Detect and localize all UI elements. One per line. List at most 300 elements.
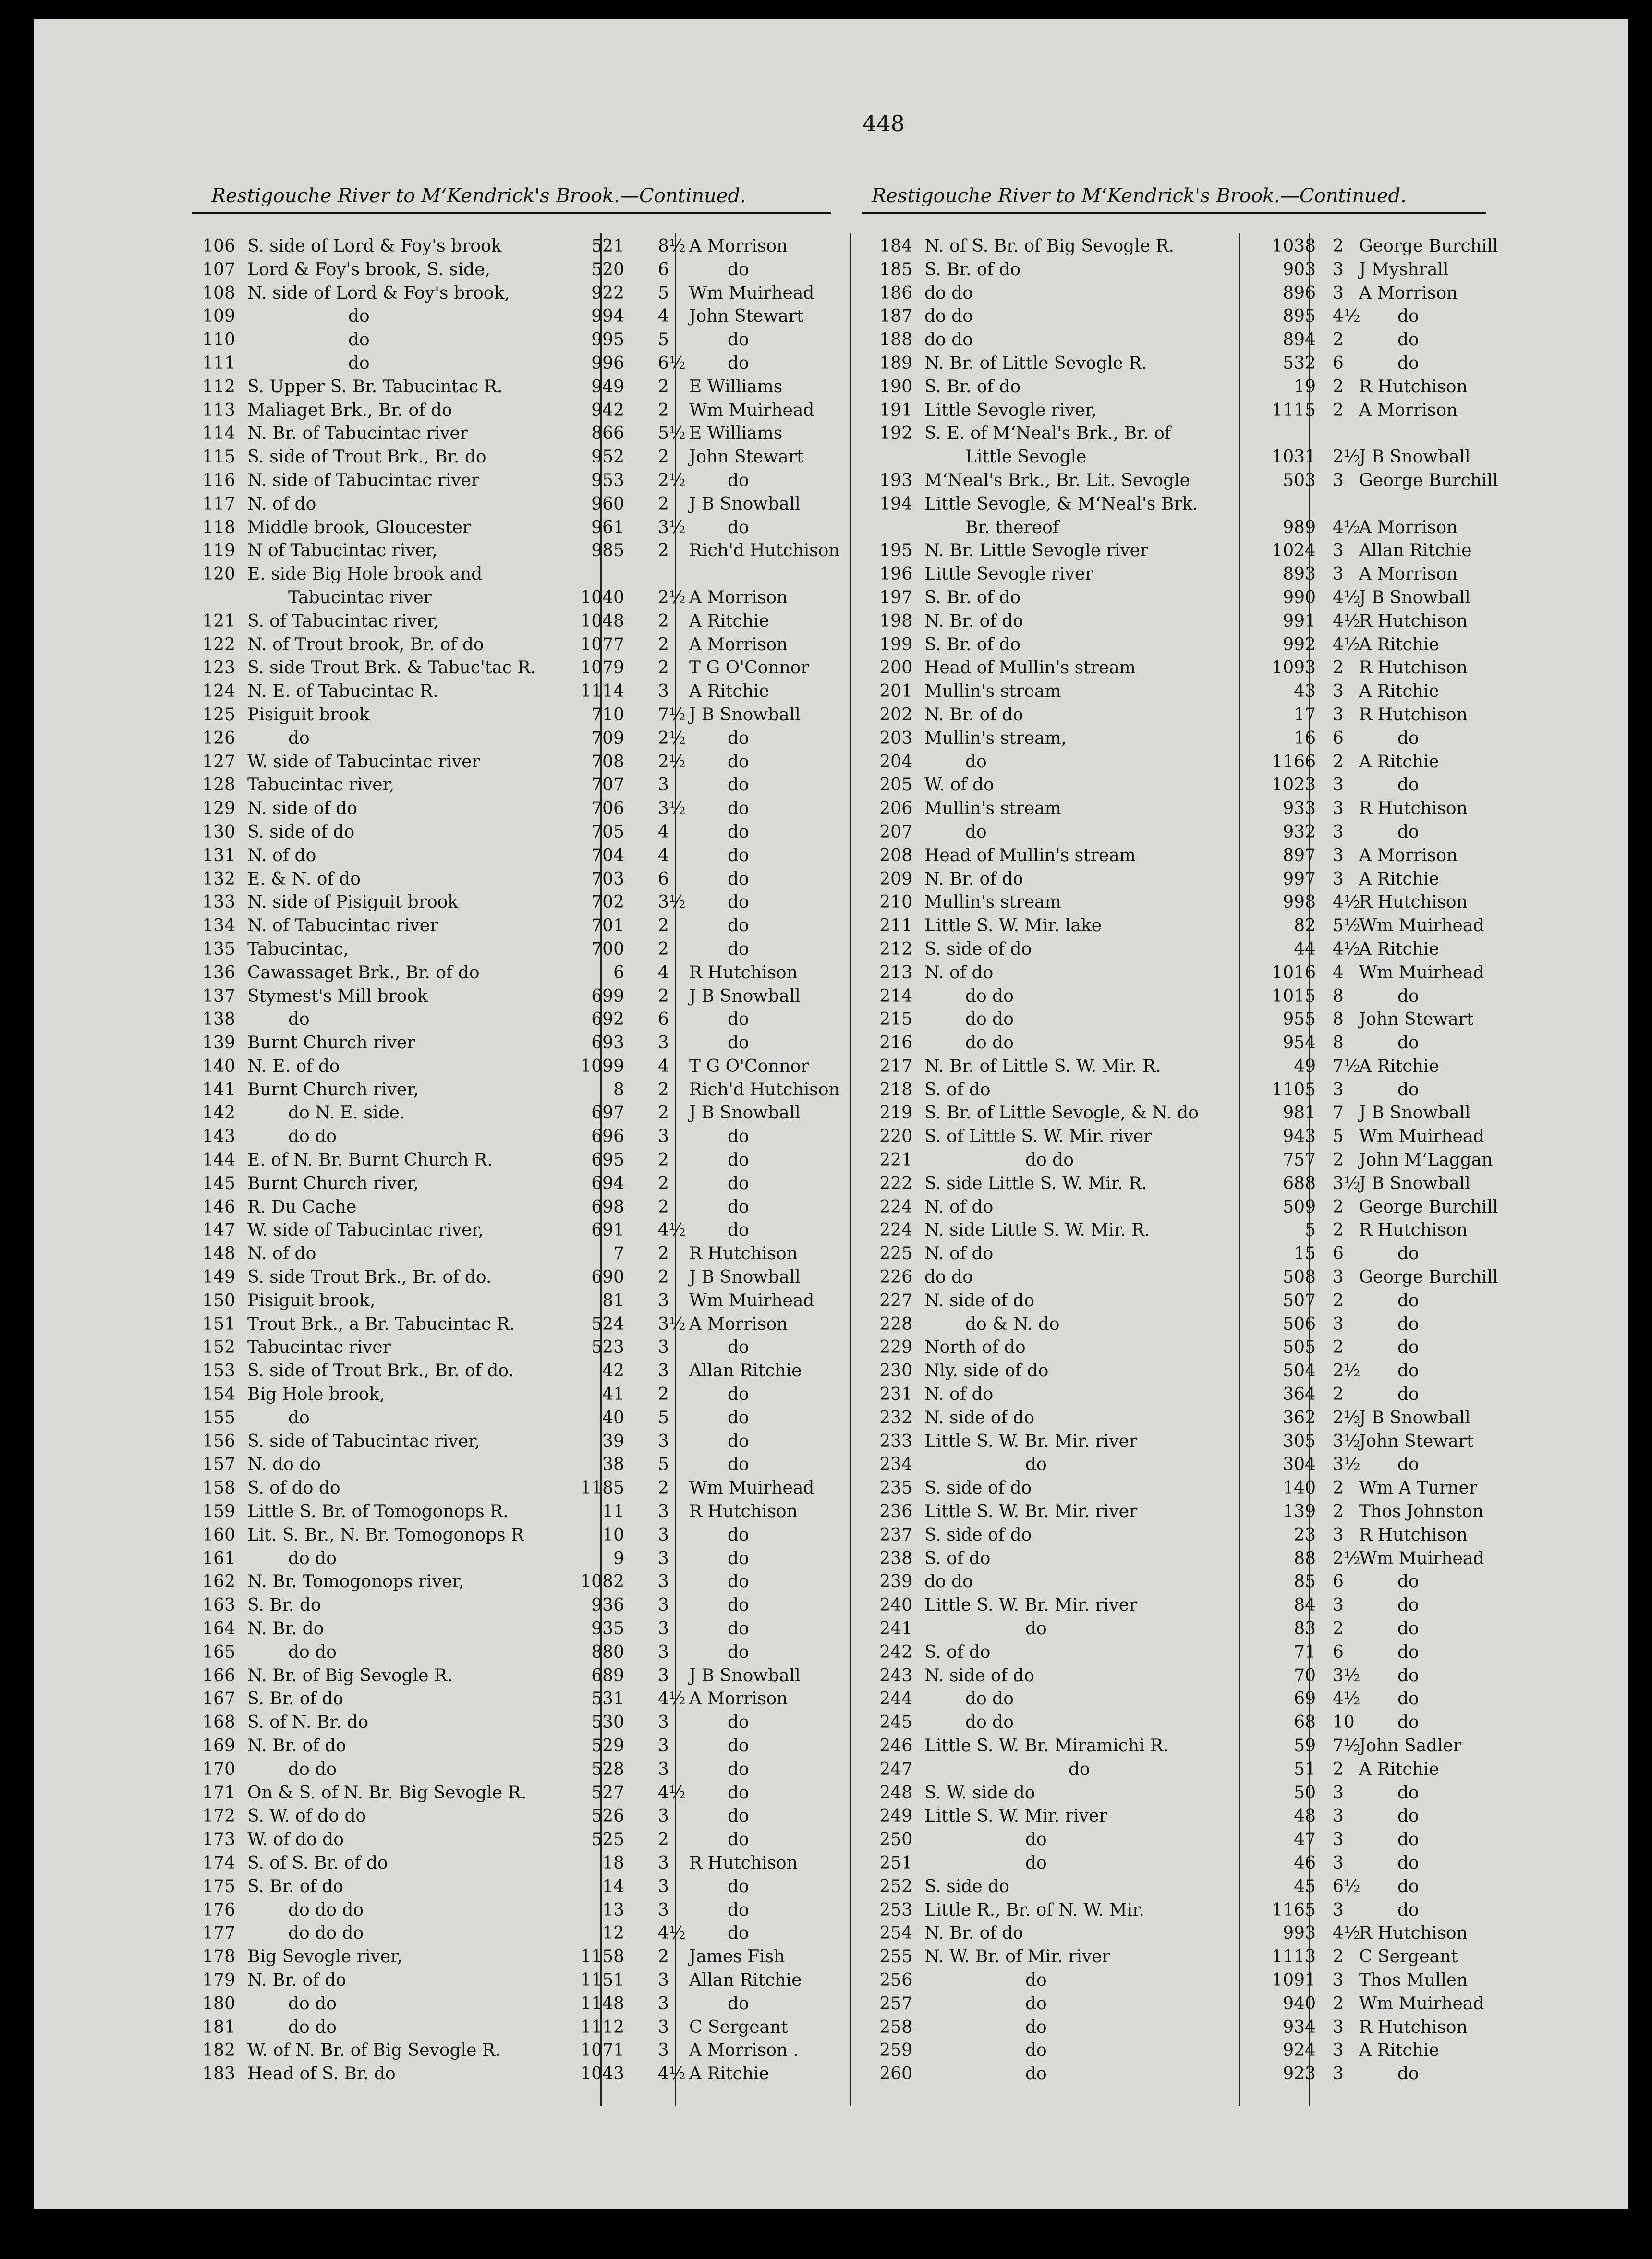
- acres: 1091: [1272, 1970, 1316, 1990]
- grantee-name: do: [728, 1220, 749, 1240]
- grantee-name: do: [1397, 1361, 1419, 1381]
- acres: 18: [602, 1853, 624, 1873]
- table-row: [182, 1734, 860, 1758]
- location: Mullin's stream,: [924, 728, 1067, 748]
- fraction: 3: [658, 1290, 669, 1311]
- location: N. do do: [247, 1455, 321, 1475]
- location: do: [348, 353, 370, 373]
- lot-number: 111: [202, 353, 235, 373]
- grantee-name: R Hutchison: [1359, 892, 1468, 912]
- location: S. side Trout Brk. & Tabuc'tac R.: [247, 658, 536, 678]
- location: N. Br. Little Sevogle river: [924, 541, 1149, 561]
- table-row: [182, 914, 860, 937]
- grantee-name: John Stewart: [1359, 1431, 1474, 1451]
- acres: 1077: [580, 634, 624, 655]
- fraction: 7½: [1333, 1056, 1360, 1076]
- table-row: [860, 1101, 1494, 1125]
- location: Burnt Church river: [247, 1033, 415, 1053]
- lot-number: 185: [879, 259, 912, 279]
- table-row: [860, 820, 1494, 844]
- lot-number: 164: [202, 1619, 235, 1639]
- location: North of do: [924, 1337, 1026, 1358]
- fraction: 3½: [658, 892, 686, 912]
- acres: 1079: [580, 658, 624, 678]
- acres: 1048: [580, 611, 624, 631]
- table-row: [182, 1031, 860, 1055]
- table-row: [182, 1218, 860, 1242]
- acres: 1023: [1272, 775, 1316, 795]
- acres: 688: [1283, 1173, 1316, 1193]
- table-row: [860, 656, 1494, 680]
- acres: 59: [1294, 1736, 1316, 1756]
- lot-number: 146: [202, 1197, 235, 1217]
- lot-number: 127: [202, 752, 235, 772]
- table-row: [182, 2062, 860, 2086]
- lot-number: 108: [202, 283, 235, 303]
- lot-number: 117: [202, 494, 235, 514]
- lot-number: 182: [202, 2040, 235, 2061]
- acres: 15: [1294, 1244, 1316, 1264]
- location: N. Br. of do: [924, 611, 1023, 631]
- table-row: [860, 1453, 1494, 1476]
- fraction: 4: [658, 1056, 669, 1076]
- table-row: [182, 1851, 860, 1875]
- grantee-name: A Ritchie: [1359, 1759, 1439, 1779]
- acres: 924: [1283, 2040, 1316, 2061]
- lot-number: 159: [202, 1502, 235, 1522]
- table-row: [182, 2039, 860, 2062]
- lot-number: 125: [202, 704, 235, 725]
- location: N. Br. of do: [924, 704, 1023, 725]
- fraction: 6: [1333, 1244, 1344, 1264]
- location: N. Br. of do: [924, 1923, 1023, 1943]
- table-row: [860, 1804, 1494, 1828]
- table-row: [860, 1945, 1494, 1968]
- table-row: [182, 1547, 860, 1570]
- lot-number: 257: [879, 1993, 912, 2014]
- location: Head of Mullin's stream: [924, 658, 1136, 678]
- table-row: [182, 633, 860, 656]
- location: S. of S. Br. of do: [247, 1853, 388, 1873]
- lot-number: 122: [202, 634, 235, 655]
- grantee-name: do: [728, 330, 749, 350]
- grantee-name: R Hutchison: [1359, 1525, 1468, 1545]
- table-row: [182, 1640, 860, 1664]
- location: Mullin's stream: [924, 892, 1061, 912]
- lot-number: 187: [879, 306, 912, 327]
- location: Pisiguit brook,: [247, 1290, 376, 1311]
- table-row: [860, 1547, 1494, 1570]
- fraction: 2: [1333, 1385, 1344, 1405]
- acres: 531: [591, 1689, 624, 1709]
- location: Br. thereof: [965, 517, 1059, 537]
- location: Lord & Foy's brook, S. side,: [247, 259, 490, 279]
- acres: 997: [1283, 869, 1316, 889]
- grantee-name: J B Snowball: [1359, 1103, 1470, 1123]
- acres: 17: [1294, 704, 1316, 725]
- acres: 934: [1283, 2017, 1316, 2037]
- acres: 954: [1283, 1033, 1316, 1053]
- grantee-name: A Morrison: [689, 1689, 788, 1709]
- lot-number: 224: [879, 1220, 912, 1240]
- table-row: [182, 867, 860, 891]
- grantee-name: Wm Muirhead: [1359, 1993, 1484, 2014]
- location: do: [1069, 1759, 1090, 1779]
- table-row: [860, 890, 1494, 914]
- lot-number: 161: [202, 1548, 235, 1568]
- lot-number: 244: [879, 1689, 912, 1709]
- location: S. of do do: [247, 1478, 340, 1498]
- acres: 85: [1294, 1572, 1316, 1592]
- lot-number: 179: [202, 1970, 235, 1990]
- fraction: 6: [658, 869, 669, 889]
- location: Lit. S. Br., N. Br. Tomogonops R: [247, 1525, 524, 1545]
- location: Little Sevogle: [965, 447, 1087, 467]
- acres: 903: [1283, 259, 1316, 279]
- location: N. E. of Tabucintac R.: [247, 681, 438, 702]
- table-row: [182, 1078, 860, 1102]
- location: N. of do: [924, 1244, 994, 1264]
- fraction: 2: [658, 986, 669, 1006]
- table-row: [860, 1078, 1494, 1102]
- lot-number: 197: [879, 587, 912, 607]
- lot-number: 224: [879, 1197, 912, 1217]
- location: S. Upper S. Br. Tabucintac R.: [247, 376, 503, 397]
- lot-number: 180: [202, 1993, 235, 2014]
- grantee-name: do: [728, 1783, 749, 1803]
- acres: 44: [1294, 939, 1316, 959]
- right-grant-table: [860, 234, 1498, 2086]
- acres: 694: [591, 1173, 624, 1193]
- grantee-name: do: [728, 1759, 749, 1779]
- acres: 530: [591, 1712, 624, 1733]
- acres: 1112: [580, 2017, 624, 2037]
- fraction: 3: [1333, 775, 1344, 795]
- location: do do: [924, 283, 973, 303]
- lot-number: 116: [202, 470, 235, 490]
- location: do do: [965, 1033, 1014, 1053]
- lot-number: 114: [202, 424, 235, 444]
- fraction: 5½: [1333, 916, 1360, 936]
- grantee-name: J B Snowball: [1359, 1173, 1470, 1193]
- location: N. of do: [924, 962, 994, 983]
- location: Trout Brk., a Br. Tabucintac R.: [247, 1314, 515, 1334]
- grantee-name: John Sadler: [1359, 1736, 1462, 1756]
- lot-number: 176: [202, 1900, 235, 1920]
- lot-number: 245: [879, 1712, 912, 1733]
- acres: 1016: [1272, 962, 1316, 983]
- grantee-name: do: [728, 1009, 749, 1030]
- location: S. E. of M‘Neal's Brk., Br. of: [924, 424, 1171, 444]
- table-row: [182, 234, 860, 258]
- location: E. side Big Hole brook and: [247, 564, 483, 584]
- lot-number: 206: [879, 799, 912, 819]
- acres: 527: [591, 1783, 624, 1803]
- table-row: [860, 1476, 1494, 1500]
- lot-number: 137: [202, 986, 235, 1006]
- table-row: [182, 1476, 860, 1500]
- grantee-name: do: [1397, 1876, 1419, 1896]
- lot-number: 119: [202, 541, 235, 561]
- fraction: 4½: [1333, 634, 1360, 655]
- table-row: [860, 352, 1494, 375]
- acres: 707: [591, 775, 624, 795]
- table-row: [182, 2016, 860, 2039]
- fraction: 3½: [1333, 1455, 1360, 1475]
- table-row: [860, 1664, 1494, 1688]
- fraction: 2½: [1333, 1408, 1360, 1428]
- fraction: 3: [1333, 564, 1344, 584]
- acres: 952: [591, 447, 624, 467]
- table-row: [860, 1828, 1494, 1851]
- location: Stymest's Mill brook: [247, 986, 428, 1006]
- location: Head of Mullin's stream: [924, 845, 1136, 865]
- table-row: [182, 1617, 860, 1640]
- fraction: 3: [658, 1806, 669, 1826]
- lot-number: 175: [202, 1876, 235, 1896]
- lot-number: 143: [202, 1127, 235, 1147]
- lot-number: 235: [879, 1478, 912, 1498]
- table-row: [860, 1406, 1494, 1430]
- grantee-name: A Morrison: [689, 587, 788, 607]
- fraction: 3: [658, 1970, 669, 1990]
- location: do: [288, 728, 310, 748]
- fraction: 6: [658, 259, 669, 279]
- table-row: [182, 1242, 860, 1265]
- table-row: [860, 1570, 1494, 1593]
- grantee-name: Wm Muirhead: [1359, 962, 1484, 983]
- table-row: [182, 492, 860, 516]
- grantee-name: Wm Muirhead: [689, 1290, 814, 1311]
- table-row: [860, 1711, 1494, 1734]
- fraction: 3: [658, 1502, 669, 1522]
- location: S. side do: [924, 1876, 1009, 1896]
- fraction: 2: [1333, 1619, 1344, 1639]
- location: Head of S. Br. do: [247, 2064, 396, 2084]
- location: do: [348, 306, 370, 327]
- fraction: 4½: [1333, 939, 1360, 959]
- grantee-name: Wm Muirhead: [689, 283, 814, 303]
- grantee-name: Wm Muirhead: [1359, 916, 1484, 936]
- grantee-name: do: [728, 916, 749, 936]
- location: S. of do: [924, 1642, 991, 1662]
- acres: 49: [1294, 1056, 1316, 1076]
- lot-number: 239: [879, 1572, 912, 1592]
- lot-number: 214: [879, 986, 912, 1006]
- grantee-name: do: [728, 1127, 749, 1147]
- table-row: [182, 422, 860, 445]
- fraction: 2: [658, 916, 669, 936]
- lot-number: 201: [879, 681, 912, 702]
- lot-number: 229: [879, 1337, 912, 1358]
- lot-number: 162: [202, 1572, 235, 1592]
- fraction: 2: [658, 1830, 669, 1850]
- lot-number: 177: [202, 1923, 235, 1943]
- grantee-name: J B Snowball: [689, 986, 801, 1006]
- grantee-name: E Williams: [689, 424, 783, 444]
- acres: 757: [1283, 1150, 1316, 1170]
- table-row: [182, 797, 860, 820]
- grantee-name: A Morrison: [689, 236, 788, 256]
- lot-number: 181: [202, 2017, 235, 2037]
- grantee-name: Allan Ritchie: [689, 1970, 802, 1990]
- lot-number: 189: [879, 353, 912, 373]
- fraction: 2: [658, 1197, 669, 1217]
- fraction: 3½: [1333, 1431, 1360, 1451]
- location: do do: [924, 1572, 973, 1592]
- acres: 949: [591, 376, 624, 397]
- table-row: [182, 680, 860, 703]
- acres: 991: [1283, 611, 1316, 631]
- lot-number: 230: [879, 1361, 912, 1381]
- acres: 525: [591, 1830, 624, 1850]
- table-row: [182, 1828, 860, 1851]
- fraction: 4½: [1333, 892, 1360, 912]
- fraction: 3: [1333, 2017, 1344, 2037]
- grantee-name: do: [728, 1736, 749, 1756]
- table-row: [182, 1898, 860, 1922]
- acres: 8: [613, 1080, 624, 1100]
- lot-number: 256: [879, 1970, 912, 1990]
- location: N. Br. of Tabucintac river: [247, 424, 469, 444]
- grantee-name: do: [728, 728, 749, 748]
- acres: 702: [591, 892, 624, 912]
- grantee-name: do: [1397, 1337, 1419, 1358]
- acres: 1038: [1272, 236, 1316, 256]
- table-row: [860, 1359, 1494, 1383]
- table-row: [182, 1008, 860, 1031]
- table-row: [860, 1218, 1494, 1242]
- location: do do do: [288, 1923, 364, 1943]
- acres: 506: [1283, 1314, 1316, 1334]
- fraction: 2: [658, 376, 669, 397]
- fraction: 3: [1333, 704, 1344, 725]
- location: N. of Tabucintac river: [247, 916, 438, 936]
- lot-number: 248: [879, 1783, 912, 1803]
- grantee-name: A Ritchie: [689, 611, 769, 631]
- grantee-name: Wm Muirhead: [1359, 1127, 1484, 1147]
- fraction: 2: [1333, 1150, 1344, 1170]
- grantee-name: R Hutchison: [1359, 376, 1468, 397]
- lot-number: 215: [879, 1009, 912, 1030]
- grantee-name: do: [728, 1197, 749, 1217]
- left-column-heading: Restigouche River to M‘Kendrick's Brook.—Continued.: [211, 185, 746, 207]
- lot-number: 115: [202, 447, 235, 467]
- table-row: [182, 1593, 860, 1617]
- table-row: [860, 1968, 1494, 1992]
- grantee-name: R Hutchison: [689, 1502, 798, 1522]
- location: N. Br. of Little Sevogle R.: [924, 353, 1147, 373]
- location: N. side of Tabucintac river: [247, 470, 480, 490]
- grantee-name: Wm Muirhead: [1359, 1548, 1484, 1568]
- grantee-name: do: [1397, 1689, 1419, 1709]
- acres: 880: [591, 1642, 624, 1662]
- grantee-name: R Hutchison: [1359, 1220, 1468, 1240]
- table-row: [182, 1921, 860, 1945]
- table-row: [860, 304, 1494, 328]
- grantee-name: do: [1397, 1830, 1419, 1850]
- location: N. Br. Tomogonops river,: [247, 1572, 464, 1592]
- fraction: 2: [1333, 1759, 1344, 1779]
- fraction: 4: [1333, 962, 1344, 983]
- grantee-name: C Sergeant: [1359, 1947, 1458, 1967]
- acres: 520: [591, 259, 624, 279]
- lot-number: 165: [202, 1642, 235, 1662]
- location: Big Sevogle river,: [247, 1947, 402, 1967]
- fraction: 2: [1333, 330, 1344, 350]
- acres: 1148: [580, 1993, 624, 2014]
- fraction: 3: [658, 1853, 669, 1873]
- acres: 38: [602, 1455, 624, 1475]
- lot-number: 233: [879, 1431, 912, 1451]
- grantee-name: A Ritchie: [1359, 681, 1439, 702]
- lot-number: 178: [202, 1947, 235, 1967]
- grantee-name: do: [728, 1806, 749, 1826]
- fraction: 7: [1333, 1103, 1344, 1123]
- fraction: 3: [1333, 1080, 1344, 1100]
- table-row: [182, 1430, 860, 1453]
- lot-number: 250: [879, 1830, 912, 1850]
- lot-number: 183: [202, 2064, 235, 2084]
- grantee-name: Wm Muirhead: [689, 1478, 814, 1498]
- table-row: [182, 1500, 860, 1523]
- location: do & N. do: [965, 1314, 1060, 1334]
- fraction: 3: [658, 1033, 669, 1053]
- location: Cawassaget Brk., Br. of do: [247, 962, 480, 983]
- acres: 940: [1283, 1993, 1316, 2014]
- table-row: [860, 1593, 1494, 1617]
- lot-number: 200: [879, 658, 912, 678]
- table-row: [182, 1101, 860, 1125]
- grantee-name: Wm Muirhead: [689, 400, 814, 420]
- grantee-name: C Sergeant: [689, 2017, 788, 2037]
- acres: 700: [591, 939, 624, 959]
- acres: 1151: [580, 1970, 624, 1990]
- fraction: 2: [658, 1080, 669, 1100]
- grantee-name: A Morrison: [1359, 283, 1458, 303]
- location: Mullin's stream: [924, 681, 1061, 702]
- grantee-name: A Morrison: [1359, 400, 1458, 420]
- location: do: [288, 1009, 310, 1030]
- fraction: 2: [658, 541, 669, 561]
- location: do: [1025, 1970, 1047, 1990]
- table-row: [182, 1406, 860, 1430]
- acres: 524: [591, 1314, 624, 1334]
- acres: 985: [591, 541, 624, 561]
- table-row: [182, 1312, 860, 1336]
- fraction: 2: [658, 658, 669, 678]
- acres: 960: [591, 494, 624, 514]
- location: Little S. W. Br. Mir. river: [924, 1502, 1138, 1522]
- table-row: [182, 1055, 860, 1078]
- acres: 894: [1283, 330, 1316, 350]
- table-row: [182, 820, 860, 844]
- fraction: 2: [1333, 1478, 1344, 1498]
- acres: 935: [591, 1619, 624, 1639]
- location: Little Sevogle river: [924, 564, 1093, 584]
- fraction: 3: [658, 1665, 669, 1686]
- grantee-name: J B Snowball: [689, 1103, 801, 1123]
- fraction: 2: [1333, 1337, 1344, 1358]
- location: S. side of do: [924, 1478, 1032, 1498]
- acres: 503: [1283, 470, 1316, 490]
- grantee-name: A Ritchie: [1359, 752, 1439, 772]
- fraction: 2: [658, 400, 669, 420]
- table-row: [860, 773, 1494, 797]
- grantee-name: do: [728, 1431, 749, 1451]
- acres: 1166: [1272, 752, 1316, 772]
- lot-number: 207: [879, 822, 912, 842]
